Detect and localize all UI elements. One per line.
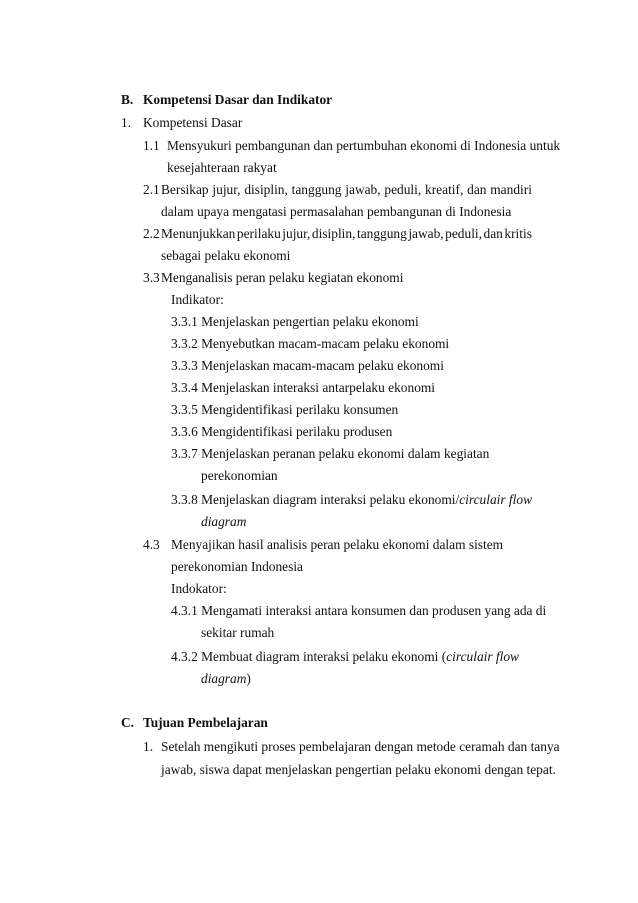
kd-2-2-text-cont: sebagai pelaku ekonomi — [161, 248, 291, 263]
indicator-3-3-8: 3.3.8 Menjelaskan diagram interaksi pelaku ekonomi/circulair flow — [171, 492, 532, 507]
kd-1-1-number: 1.1 — [143, 138, 160, 153]
section-b-letter: B. — [121, 92, 134, 107]
tujuan-1-text-cont: jawab, siswa dapat menjelaskan pengertian pelaku ekonomi dengan tepat. — [161, 762, 556, 777]
section-b-title: Kompetensi Dasar dan Indikator — [143, 92, 333, 107]
tujuan-1-number: 1. — [143, 739, 154, 754]
indicator-4-3-2: 4.3.2 Membuat diagram interaksi pelaku ekonomi (circulair flow — [171, 649, 519, 664]
kd-label: Kompetensi Dasar — [143, 115, 243, 130]
kd-2-2-text: Menunjukkan perilaku jujur, disiplin, tanggung jawab, peduli, dan kritis — [161, 226, 532, 241]
kd-4-3-indikator-label: Indokator: — [171, 581, 227, 596]
kd-2-1-number: 2.1 — [143, 182, 160, 197]
tujuan-1-text: Setelah mengikuti proses pembelajaran dengan metode ceramah dan tanya — [161, 739, 560, 754]
kd-number: 1. — [121, 115, 132, 130]
kd-4-3-text-cont: perekonomian Indonesia — [171, 559, 304, 574]
kd-2-1-text: Bersikap jujur, disiplin, tanggung jawab, peduli, kreatif, dan mandiri — [161, 182, 532, 197]
section-c-letter: C. — [121, 715, 135, 730]
indicator-3-3-7-cont: perekonomian — [201, 468, 278, 483]
kd-4-3-text: Menyajikan hasil analisis peran pelaku ekonomi dalam sistem — [171, 537, 504, 552]
indicator-4-3-1: 4.3.1 Mengamati interaksi antara konsumen dan produsen yang ada di — [171, 603, 547, 618]
indicator-3-3-2: 3.3.2 Menyebutkan macam-macam pelaku ekonomi — [171, 336, 450, 351]
indicator-3-3-4: 3.3.4 Menjelaskan interaksi antarpelaku ekonomi — [171, 380, 436, 395]
indicator-3-3-8-cont: diagram — [201, 514, 247, 529]
kd-1-1-text: Mensyukuri pembangunan dan pertumbuhan ekonomi di Indonesia untuk — [167, 138, 561, 153]
section-c-title: Tujuan Pembelajaran — [143, 715, 268, 730]
kd-1-1-text-cont: kesejahteraan rakyat — [167, 160, 277, 175]
kd-3-3-number: 3.3 — [143, 270, 160, 285]
indicator-3-3-3: 3.3.3 Menjelaskan macam-macam pelaku ekonomi — [171, 358, 444, 373]
kd-2-2-number: 2.2 — [143, 226, 160, 241]
indicator-4-3-2-cont: diagram) — [201, 671, 251, 686]
indicator-3-3-7: 3.3.7 Menjelaskan peranan pelaku ekonomi dalam kegiatan — [171, 446, 490, 461]
kd-3-3-text: Menganalisis peran pelaku kegiatan ekonomi — [161, 270, 404, 285]
kd-4-3-number: 4.3 — [143, 537, 160, 552]
kd-2-1-text-cont: dalam upaya mengatasi permasalahan pembangunan di Indonesia — [161, 204, 512, 219]
indicator-3-3-1: 3.3.1 Menjelaskan pengertian pelaku ekonomi — [171, 314, 419, 329]
indicator-3-3-5: 3.3.5 Mengidentifikasi perilaku konsumen — [171, 402, 399, 417]
indicator-3-3-6: 3.3.6 Mengidentifikasi perilaku produsen — [171, 424, 393, 439]
kd-3-3-indikator-label: Indikator: — [171, 292, 224, 307]
indicator-4-3-1-cont: sekitar rumah — [201, 625, 275, 640]
